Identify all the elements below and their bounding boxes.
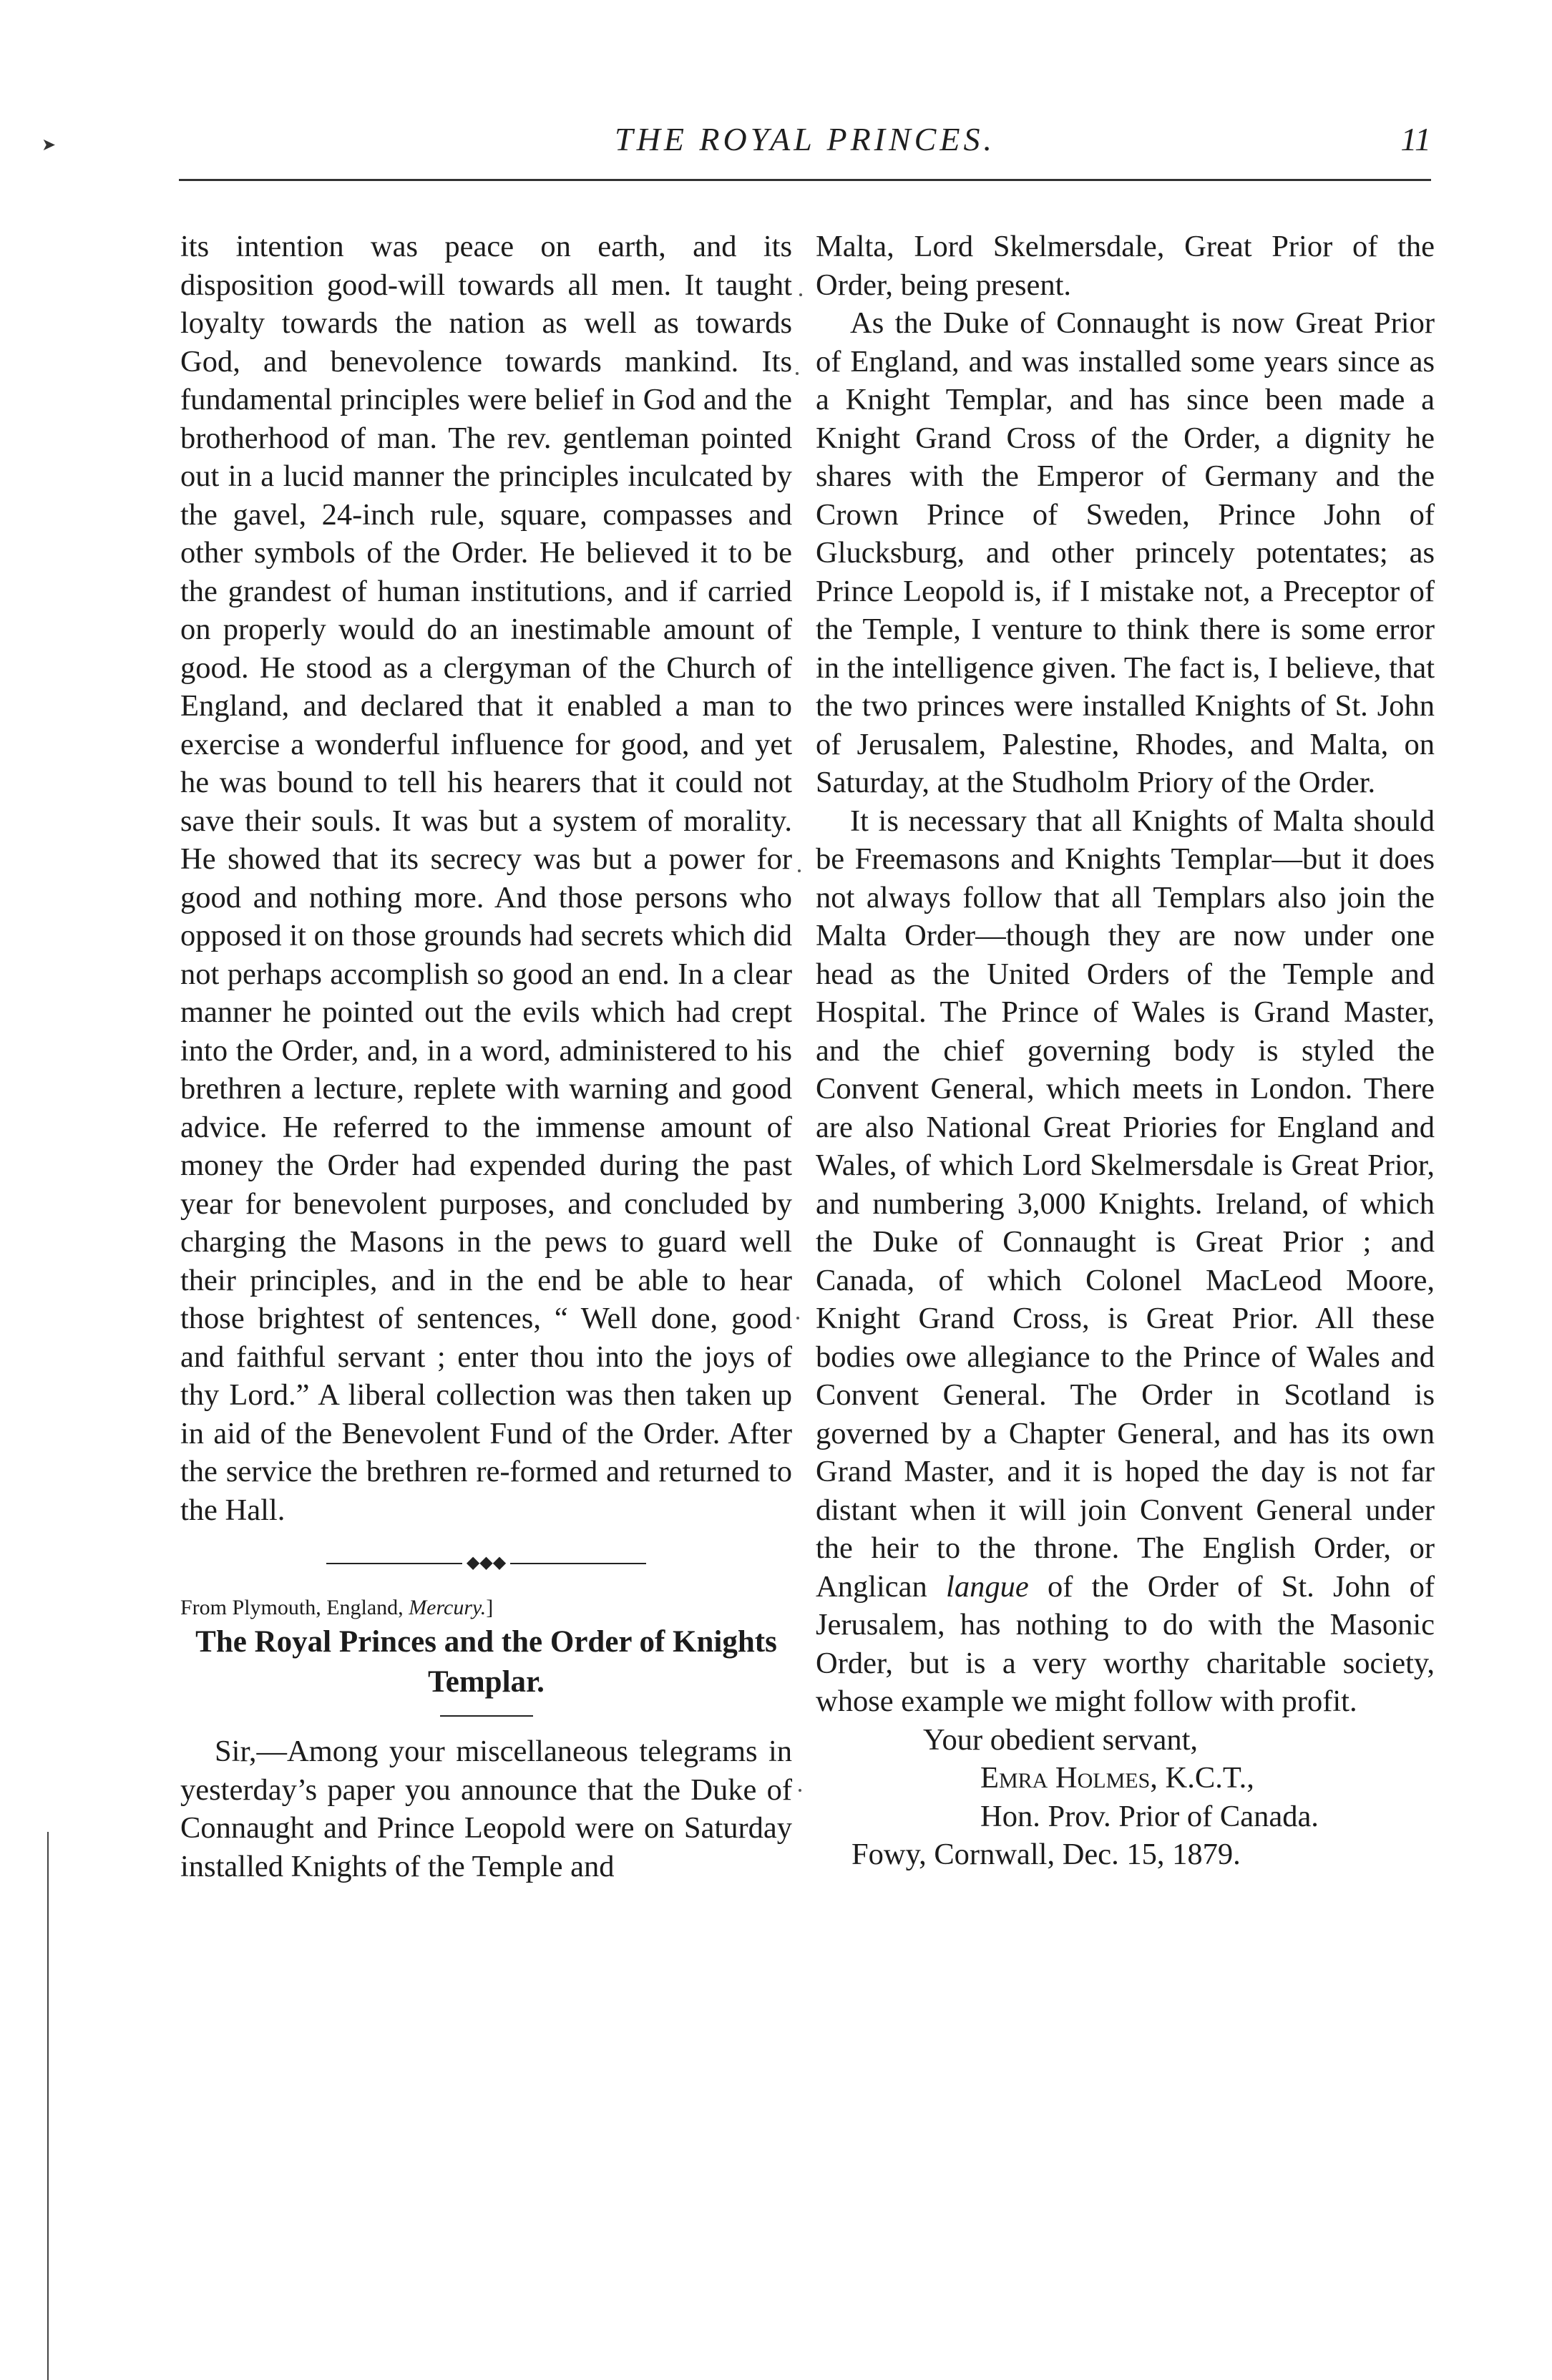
place-date: Fowy, Cornwall, Dec. 15, 1879. xyxy=(851,1838,1241,1871)
running-head xyxy=(179,120,1431,170)
title-rule xyxy=(440,1715,533,1717)
page-number: 11 xyxy=(1400,121,1431,157)
signature-block xyxy=(816,1721,1435,1874)
gutter-mark xyxy=(799,293,802,296)
closing: Your obedient servant, xyxy=(923,1722,1199,1757)
gutter-mark xyxy=(799,1789,801,1792)
gutter-mark xyxy=(796,372,799,375)
left-paragraph: its intention was peace on earth, and its disposition good-will towards all men. It taught loyalty towards the nation as well as towards God, and benevolence towards mankind. Its fundamental principles were belief in God and the brotherhood of man. The rev. gentleman pointed out in a lucid manner the principles inculcated by the gavel, 24-inch rule, square, compasses and other symbols of the Order. He believed it to be the grandest of human institutions, and if carried on properly would do an inestimable amount of good. He stood as a clergyman of the Church of England, and declared that it enabled a man to exercise a wonderful influence for good, and yet he was bound to tell his hearers that it could not save their souls. It was but a system of morality. He showed that its secrecy was but a power for good and nothing more. And those persons who opposed it on those grounds had secrets which did not perhaps accomplish so good an end. In a clear manner he pointed out the evils which had crept into the Order, and, in a word, administered to his brethren a lecture, replete with warning and good advice. He referred to the immense amount of money the Order had expended during the past year for benevolent purposes, and concluded by charging the Masons in the pews to guard well their principles, and in the end be able to hear those brightest of sentences, “ Well done, good and faithful servant ; enter thou into the joys of thy Lord.” A liberal collection was then taken up in aid of the Benevolent Fund of the Order. After the service the brethren re-formed and returned to the Hall. xyxy=(180,230,792,1527)
signature: Emra Holmes, K.C.T., xyxy=(980,1761,1254,1795)
source-paper: Mercury. xyxy=(409,1596,487,1619)
gutter-mark xyxy=(796,1317,799,1320)
signature-title: Hon. Prov. Prior of Canada. xyxy=(980,1799,1319,1833)
source-line xyxy=(180,1594,792,1622)
right-column xyxy=(816,228,1435,1874)
source-suffix: ] xyxy=(486,1596,494,1619)
section-ornament: ◆◆◆ xyxy=(180,1554,792,1572)
source-prefix: From Plymouth, England, xyxy=(180,1596,409,1619)
binding-edge xyxy=(47,1832,49,2380)
right-paragraph-1: Malta, Lord Skelmersdale, Great Prior of the Order, being present. xyxy=(816,230,1435,302)
running-title: THE ROYAL PRINCES. xyxy=(615,121,995,157)
letter-opening: Sir,—Among your miscellaneous telegrams in yesterday’s paper you announce that the Duke of Connaught and Prince Leopold were on Saturday installed Knights of the Temple and xyxy=(180,1735,792,1883)
left-column xyxy=(180,228,792,1886)
right-paragraph-2: As the Duke of Connaught is now Great Prior of England, and was installed some years since as a Knight Templar, and has since been made a Knight Grand Cross of the Order, a dignity he shares with the Emperor of Germany and the Crown Prince of Sweden, Prince John of Glucksburg, and other princely potentates; as Prince Leopold is, if I mistake not, a Preceptor of the Temple, I venture to think there is some error in the intelligence given. The fact is, I believe, that the two princes were installed Knights of St. John of Jerusalem, Palestine, Rhodes, and Malta, on Saturday, at the Studholm Priory of the Order. xyxy=(816,306,1435,799)
margin-arrow-icon: ➤ xyxy=(42,135,57,155)
gutter-mark xyxy=(798,869,801,872)
header-rule xyxy=(179,179,1431,181)
right-paragraph-3: It is necessary that all Knights of Malta should be Freemasons and Knights Templar—but it does not always follow that all Templars also join the Malta Order—though they are now under one head as the United Orders of the Temple and Hospital. The Prince of Wales is Grand Master, and the chief governing body is styled the Convent General, which meets in London. There are also National Great Priories for England and Wales, of which Lord Skelmersdale is Great Prior, and numbering 3,000 Knights. Ireland, of which the Duke of Connaught is Great Prior ; and Canada, of which Colonel MacLeod Moore, Knight Grand Cross, is Great Prior. All these bodies owe allegiance to the Prince of Wales and Convent General. The Order in Scotland is governed by a Chapter General, and has its own Grand Master, and it is hoped the day is not far distant when it will join Convent General under the heir to the throne. The English Order, or Anglican langue of the Order of St. John of Jerusalem, has nothing to do with the Masonic Order, but is a very worthy charitable society, whose example we might follow with profit. xyxy=(816,804,1435,1718)
article-title: The Royal Princes and the Order of Knights Templar. xyxy=(195,1625,777,1699)
